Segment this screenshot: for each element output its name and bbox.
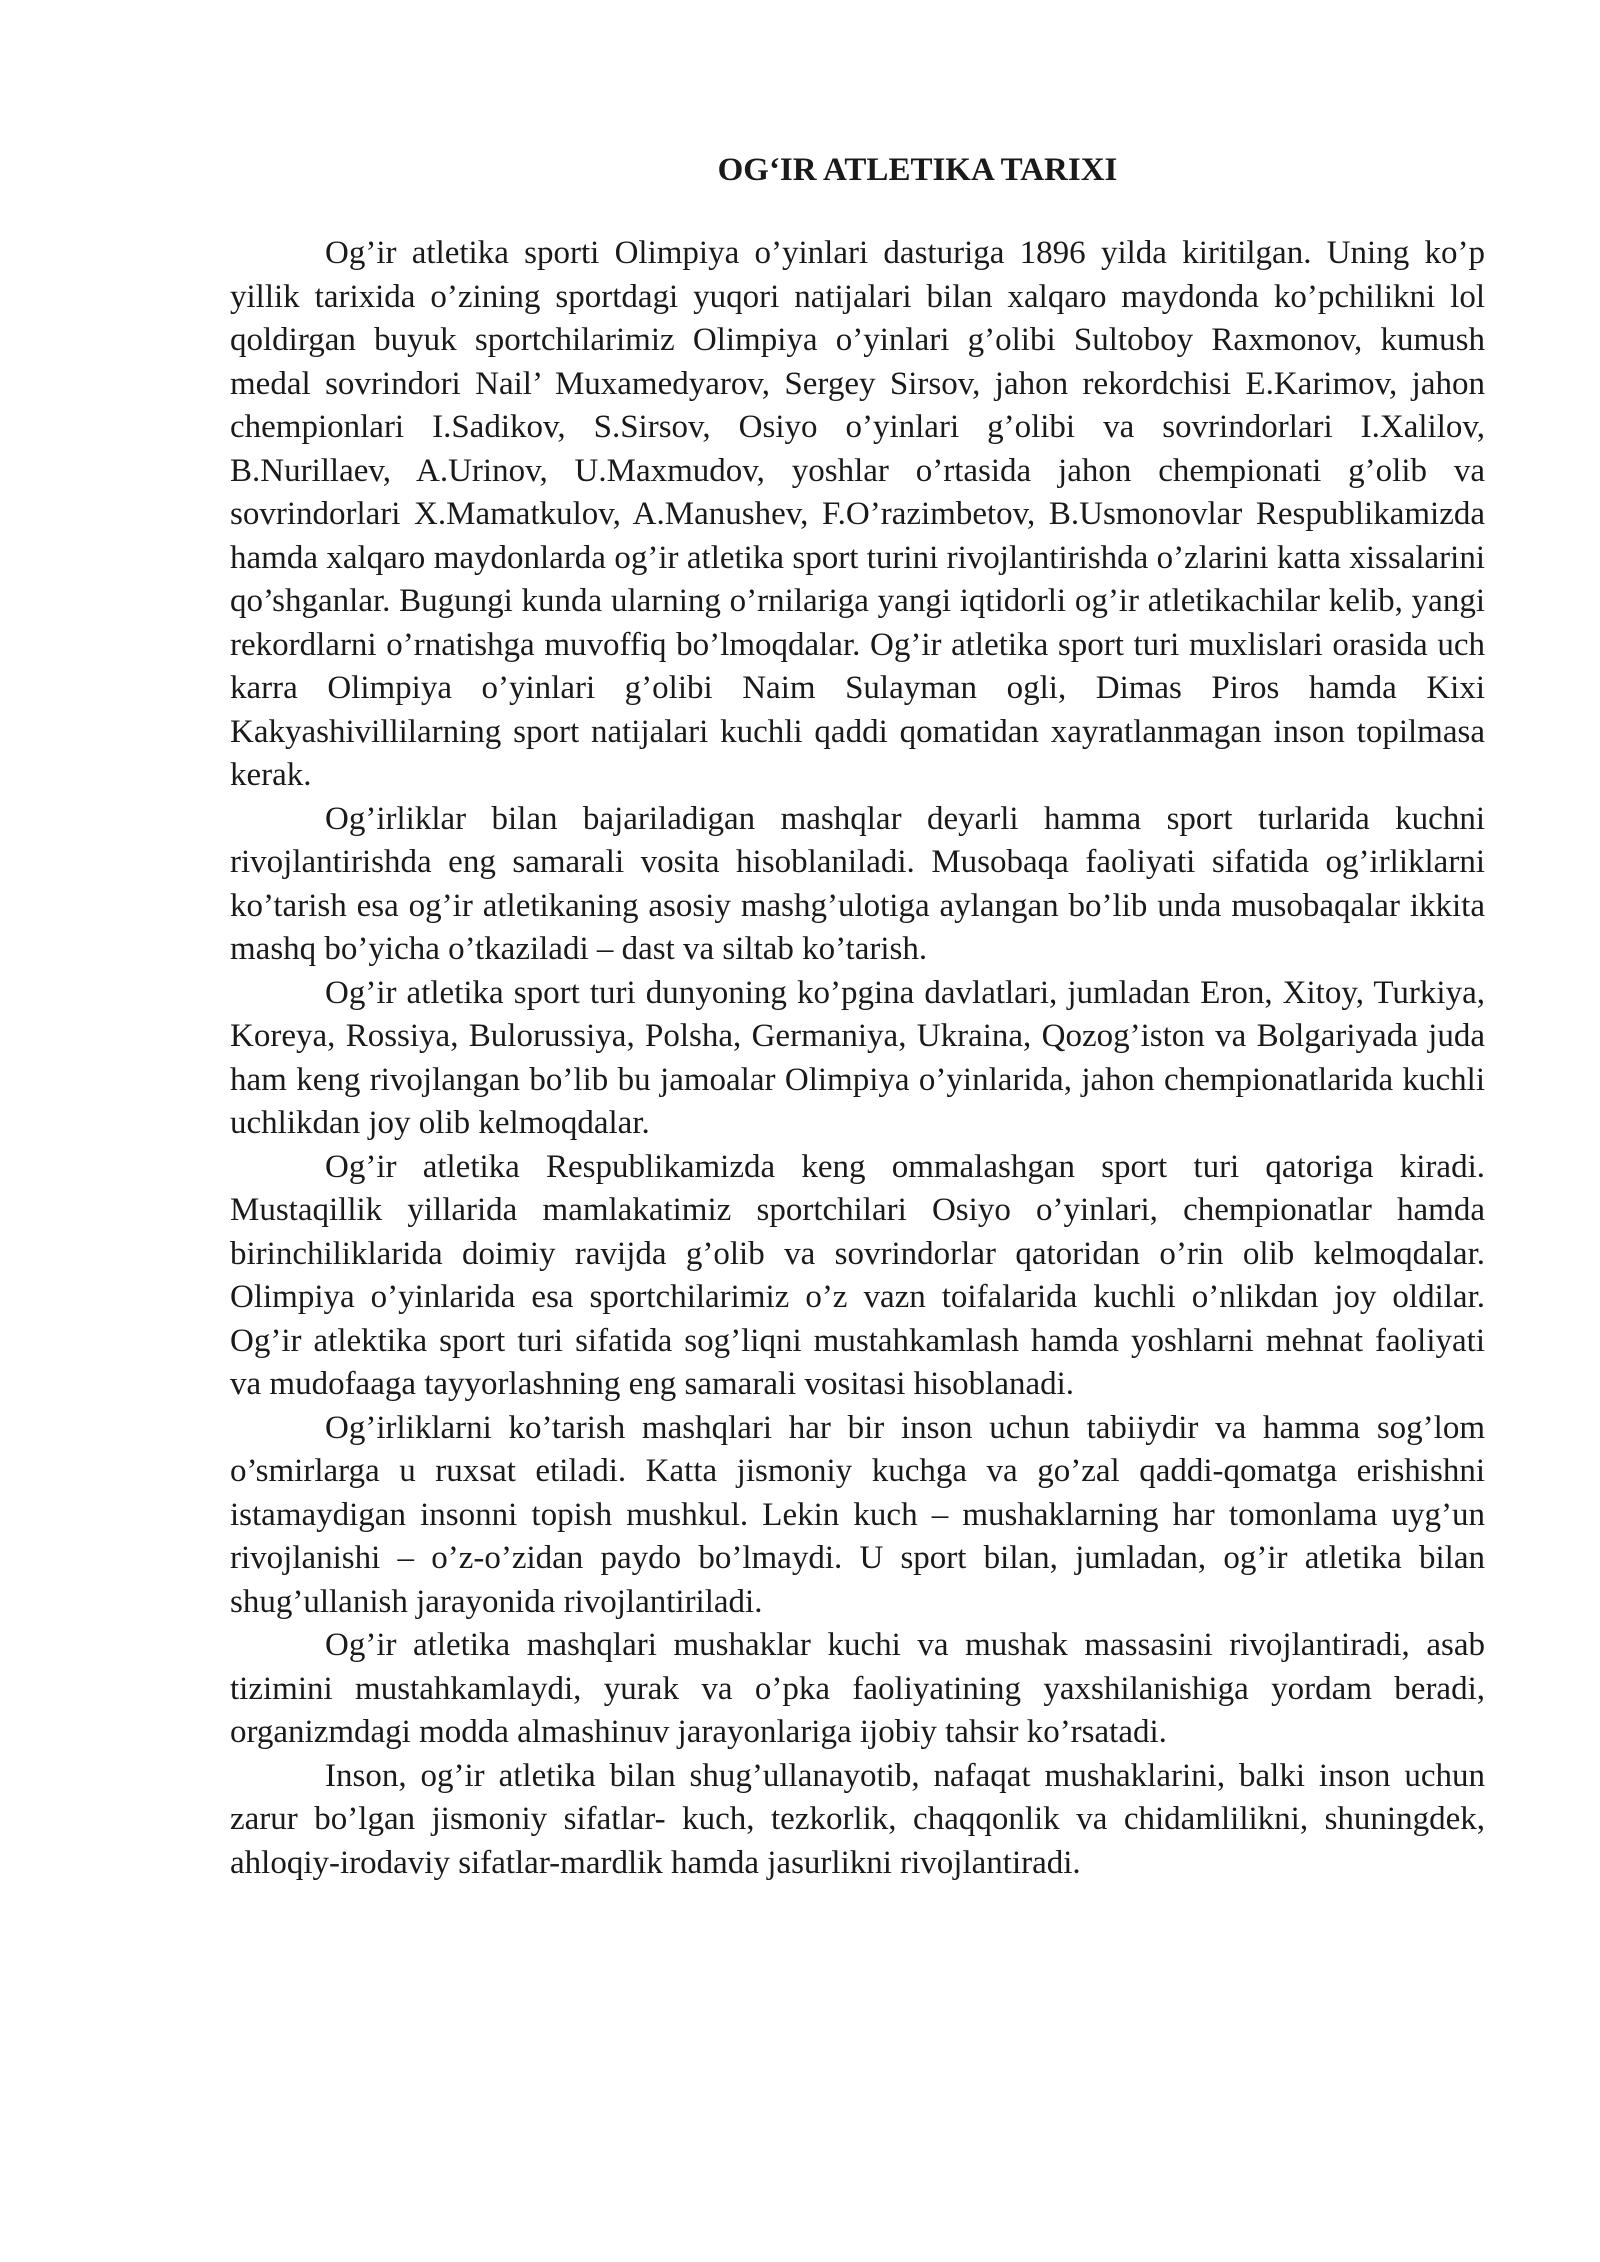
paragraph-benefits: Og’ir atletika mashqlari mushaklar kuchi va mushak massasini rivojlantiradi, asab tizimini mustahkamlaydi, yurak va o’pka faoliyatining yaxshilanishiga yordam beradi, organizmdagi modda almashinuv jarayonlariga ijobiy tahsir ko’rsatadi.: [230, 1627, 1485, 1750]
paragraph-republic: Og’ir atletika Respublikamizda keng ommalashgan sport turi qatoriga kiradi. Mustaqillik yillarida mamlakatimiz sportchilari Osiyo o’yinlari, chempionatlar hamda birinchiliklarida doimiy ravijda g’olib va sovrindorlar qatoridan o’rin olib kelmoqdalar. Olimpiya o’yinlarida esa sportchilarimiz o’z vazn toifalarida kuchli o’nlikdan joy oldilar. Og’ir atlektika sport turi sifatida sog’liqni mustahkamlash hamda yoshlarni mehnat faoliyati va mudofaaga tayyorlashning eng samarali vositasi hisoblanadi.: [230, 1148, 1485, 1402]
document-page: [230, 150, 1485, 1885]
paragraph-qualities: Inson, og’ir atletika bilan shug’ullanayotib, nafaqat mushaklarini, balki inson uchun zarur bo’lgan jismoniy sifatlar- kuch, tezkorlik, chaqqonlik va chidamlilikni, shuningdek, ahloqiy-irodaviy sifatlar-mardlik hamda jasurlikni rivojlantiradi.: [230, 1757, 1485, 1881]
page-title: OG‘IR ATLETIKA TARIXI: [717, 152, 1118, 188]
paragraph-countries: Og’ir atletika sport turi dunyoning ko’pgina davlatlari, jumladan Eron, Xitoy, Turkiya, Koreya, Rossiya, Bulorussiya, Polsha, Germaniya, Ukraina, Qozog’iston va Bolgariyada juda ham keng rivojlangan bo’lib bu jamoalar Olimpiya o’yinlarida, jahon chempionatlarida kuchli uchlikdan joy olib kelmoqdalar.: [230, 974, 1485, 1141]
paragraph-lifting: Og’irliklarni ko’tarish mashqlari har bir inson uchun tabiiydir va hamma sog’lom o’smirlarga u ruxsat etiladi. Katta jismoniy kuchga va go’zal qaddi-qomatga erishishni istamaydigan insonni topish mushkul. Lekin kuch – mushaklarning har tomonlama uyg’un rivojlanishi – o’z-o’zidan paydo bo’lmaydi. U sport bilan, jumladan, og’ir atletika bilan shug’ullanish jarayonida rivojlantiriladi.: [230, 1409, 1485, 1620]
paragraph-exercises: Og’irliklar bilan bajariladigan mashqlar deyarli hamma sport turlarida kuchni rivojlantirishda eng samarali vosita hisoblaniladi. Musobaqa faoliyati sifatida og’irliklarni ko’tarish esa og’ir atletikaning asosiy mashg’ulotiga aylangan bo’lib unda musobaqalar ikkita mashq bo’yicha o’tkaziladi – dast va siltab ko’tarish.: [230, 800, 1485, 967]
paragraph-history: Og’ir atletika sporti Olimpiya o’yinlari dasturiga 1896 yilda kiritilgan. Uning ko’p yillik tarixida o’zining sportdagi yuqori natijalari bilan xalqaro maydonda ko’pchilikni lol qoldirgan buyuk sportchilarimiz Olimpiya o’yinlari g’olibi Sultoboy Raxmonov, kumush medal sovrindori Nail’ Muxamedyarov, Sergey Sirsov, jahon rekordchisi E.Karimov, jahon chempionlari I.Sadikov, S.Sirsov, Osiyo o’yinlari g’olibi va sovrindorlari I.Xalilov, B.Nurillaev, A.Urinov, U.Maxmudov, yoshlar o’rtasida jahon chempionati g’olib va sovrindorlari X.Mamatkulov, A.Manushev, F.O’razimbetov, B.Usmonovlar Respublikamizda hamda xalqaro maydonlarda og’ir atletika sport turini rivojlantirishda o’zlarini katta xissalarini qo’shganlar. Bugungi kunda ularning o’rnilariga yangi iqtidorli og’ir atletikachilar kelib, yangi rekordlarni o’rnatishga muvoffiq bo’lmoqdalar. Og’ir atletika sport turi muxlislari orasida uch karra Olimpiya o’yinlari g’olibi Naim Sulayman ogli, Dimas Piros hamda Kixi Kakyashivillilarning sport natijalari kuchli qaddi qomatidan xayratlanmagan inson topilmasa kerak.: [230, 235, 1485, 793]
